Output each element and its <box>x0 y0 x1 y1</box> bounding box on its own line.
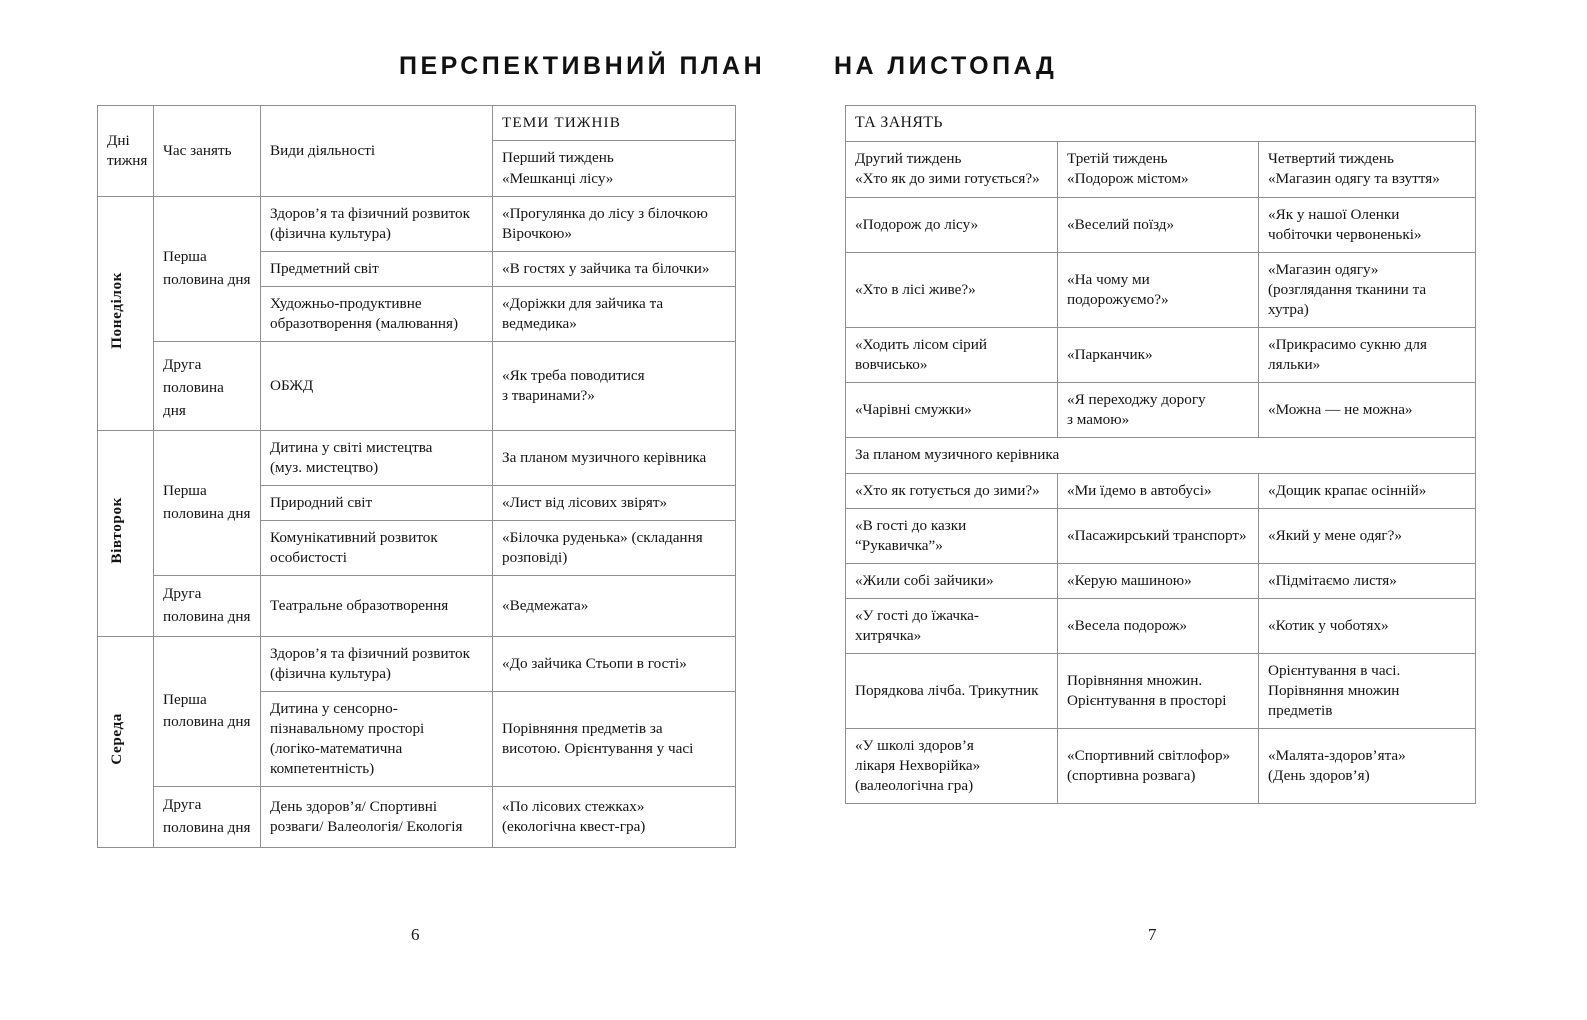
table-row <box>98 636 736 691</box>
theme-cell-week2 <box>846 197 1058 252</box>
activity-cell <box>261 197 493 252</box>
activity-line2: (фізична культура) <box>270 664 391 682</box>
half-label-line2: половина дня <box>163 818 251 836</box>
theme-cell-week4 <box>1259 563 1476 598</box>
day-label-wednesday <box>98 636 154 847</box>
theme-line1: «Жили собі зайчики» <box>855 571 994 589</box>
half-label-line2: половина дня <box>163 504 251 522</box>
music-director-plan-cell: За планом музичного керівника <box>846 438 1476 473</box>
theme-cell-week3 <box>1058 197 1259 252</box>
theme-cell-week4 <box>1259 508 1476 563</box>
theme-cell-week4 <box>1259 197 1476 252</box>
theme-cell <box>493 252 736 287</box>
table-row <box>846 253 1476 328</box>
theme-cell <box>493 520 736 575</box>
header-days-of-week <box>98 106 154 197</box>
theme-line1: «По лісових стежках» <box>502 797 645 815</box>
activity-line2: розваги/ Валеологія/ Екологія <box>270 817 463 835</box>
theme-line3: (валеологічна гра) <box>855 777 974 795</box>
perspective-plan-table-left <box>97 105 736 848</box>
theme-cell-week2 <box>846 563 1058 598</box>
theme-line2: хитрячка» <box>855 626 922 644</box>
header-weekly-themes: ТЕМИ ТИЖНІВ <box>493 106 736 141</box>
table-row <box>98 342 736 430</box>
theme-line2: вовчисько» <box>855 356 928 374</box>
theme-cell-week2 <box>846 508 1058 563</box>
page-number-left: 6 <box>411 925 420 944</box>
theme-cell-week3 <box>1058 328 1259 383</box>
table-row <box>846 729 1476 804</box>
header-week-1 <box>493 141 736 197</box>
theme-line2: (екологічна квест-гра) <box>502 817 646 835</box>
half-label-line2: половина дня <box>163 607 251 625</box>
theme-cell <box>493 636 736 691</box>
theme-line2: чобіточки червоненькі» <box>1268 225 1422 243</box>
activity-line2: (муз. мистецтво) <box>270 458 379 476</box>
theme-cell <box>493 197 736 252</box>
theme-cell-week2 <box>846 328 1058 383</box>
theme-line2: Вірочкою» <box>502 225 572 243</box>
header-week1-line1: Перший тиждень <box>502 149 614 167</box>
theme-cell-week2 <box>846 653 1058 728</box>
theme-line2: розповіді) <box>502 549 568 567</box>
page-number-right: 7 <box>1148 925 1157 944</box>
activity-cell <box>261 576 493 637</box>
theme-cell-week3 <box>1058 473 1259 508</box>
theme-line1: «Котик у чоботях» <box>1268 616 1389 634</box>
header-week3-line2: «Подорож містом» <box>1067 170 1189 188</box>
theme-line1: «Ходить лісом сірий <box>855 336 988 354</box>
theme-line1: «Дощик крапає осінній» <box>1268 481 1427 499</box>
activity-line1: Театральне образотворення <box>270 596 449 614</box>
activity-line1: Дитина у сенсорно- <box>270 699 398 717</box>
half-of-day-second-monday <box>154 342 261 430</box>
half-label-line1: Перша <box>163 248 207 266</box>
theme-line1: «Керую машиною» <box>1067 571 1192 589</box>
theme-line1: «На чому ми подорожуємо?» <box>1067 271 1169 309</box>
theme-cell-week3 <box>1058 563 1259 598</box>
table-row <box>98 576 736 637</box>
activity-cell <box>261 787 493 848</box>
half-label-line2: половина дня <box>163 713 251 731</box>
theme-line1: «Ведмежата» <box>502 596 589 614</box>
header-week3-line1: Третій тиждень <box>1067 149 1168 167</box>
day-label-text: Вівторок <box>108 496 125 564</box>
theme-line1: «У гості до їжачка- <box>855 606 979 624</box>
theme-line2: Порівняння множин <box>1268 681 1400 699</box>
theme-line1: «До зайчика Стьопи в гості» <box>502 654 687 672</box>
theme-line1: «Білочка руденька» (складання <box>502 528 703 546</box>
theme-line2: (розглядання тканини та <box>1268 281 1427 299</box>
theme-line1: За планом музичного керівника <box>502 448 707 466</box>
activity-cell <box>261 287 493 342</box>
theme-line1: «Чарівні смужки» <box>855 401 972 419</box>
activity-line1: День здоров’я/ Спортивні <box>270 797 438 815</box>
activity-line1: ОБЖД <box>270 377 314 395</box>
activity-line1: Комунікативний розвиток <box>270 528 438 546</box>
table-row <box>846 328 1476 383</box>
theme-cell-week4 <box>1259 328 1476 383</box>
theme-line2: (спортивна розвага) <box>1067 767 1196 785</box>
theme-line1: «Хто як готується до зими?» <box>855 481 1040 499</box>
activity-line1: Здоров’я та фізичний розвиток <box>270 205 471 223</box>
half-label-line1: Перша <box>163 482 207 500</box>
theme-line1: «Весела подорож» <box>1067 616 1188 634</box>
table-row <box>98 197 736 252</box>
theme-line1: «В гості до казки <box>855 516 967 534</box>
theme-line1: «Прикрасимо сукню для <box>1268 336 1427 354</box>
theme-line3: предметів <box>1268 702 1333 719</box>
activity-line1: Природний світ <box>270 493 373 511</box>
theme-cell <box>493 342 736 430</box>
half-of-day-second-wednesday <box>154 787 261 848</box>
activity-line1: Здоров’я та фізичний розвиток <box>270 644 471 662</box>
header-week-4 <box>1259 141 1476 197</box>
theme-line1: «В гостях у зайчика та білочки» <box>502 260 710 278</box>
theme-cell-week3 <box>1058 383 1259 438</box>
theme-cell-week3 <box>1058 508 1259 563</box>
half-label-line1: Друга <box>163 585 202 603</box>
theme-line1: Порівняння предметів за <box>502 719 663 737</box>
day-label-monday <box>98 197 154 431</box>
table-row <box>846 197 1476 252</box>
theme-line1: Орієнтування в часі. <box>1268 661 1401 679</box>
theme-cell-week4 <box>1259 729 1476 804</box>
page-title-right: НА ЛИСТОПАД <box>834 52 1058 80</box>
theme-line2: Орієнтування в просторі <box>1067 691 1227 709</box>
theme-cell-week2 <box>846 383 1058 438</box>
theme-cell-week3 <box>1058 729 1259 804</box>
half-of-day-first-tuesday <box>154 430 261 575</box>
table-header-row <box>98 106 736 141</box>
theme-line1: «Пасажирський транспорт» <box>1067 526 1247 544</box>
theme-line2: лікаря Нехворійка» <box>855 757 981 775</box>
theme-line1: «Парканчик» <box>1067 346 1153 364</box>
half-of-day-first-monday <box>154 197 261 342</box>
table-header-row <box>846 106 1476 142</box>
table-row <box>846 563 1476 598</box>
activity-cell <box>261 485 493 520</box>
activity-line2: (фізична культура) <box>270 225 391 243</box>
theme-line3: хутра) <box>1268 301 1309 319</box>
activity-line1: Предметний світ <box>270 260 379 278</box>
theme-cell <box>493 287 736 342</box>
header-week4-line1: Четвертий тиждень <box>1268 149 1394 167</box>
activity-line3: (логіко-математична <box>270 739 403 757</box>
activity-cell <box>261 636 493 691</box>
header-week-2 <box>846 141 1058 197</box>
theme-line1: «Веселий поїзд» <box>1067 215 1175 233</box>
half-label-line1: Друга <box>163 356 202 374</box>
perspective-plan-table-right <box>845 105 1476 804</box>
header-week2-line1: Другий тиждень <box>855 149 962 167</box>
theme-cell-week3 <box>1058 653 1259 728</box>
half-label-line2: половина дня <box>163 271 251 289</box>
header-days-line1: Дні <box>107 131 130 149</box>
table-row <box>846 383 1476 438</box>
theme-cell-week4 <box>1259 253 1476 328</box>
theme-cell <box>493 787 736 848</box>
activity-cell <box>261 520 493 575</box>
table-row <box>846 598 1476 653</box>
theme-cell-week4 <box>1259 383 1476 438</box>
theme-line1: «Магазин одягу» <box>1268 261 1379 278</box>
theme-line1: «Який у мене одяг?» <box>1268 526 1402 544</box>
day-label-tuesday <box>98 430 154 636</box>
theme-line2: з тваринами?» <box>502 387 595 405</box>
theme-cell-week2 <box>846 729 1058 804</box>
theme-cell-week4 <box>1259 653 1476 728</box>
activity-line2: особистості <box>270 549 347 567</box>
theme-cell-week2 <box>846 598 1058 653</box>
header-week2-line2: «Хто як до зими готується?» <box>855 170 1040 188</box>
header-activity-types: Види діяльності <box>261 106 493 197</box>
half-label-line3: дня <box>163 402 186 419</box>
theme-cell-week2 <box>846 473 1058 508</box>
header-week4-line2: «Магазин одягу та взуття» <box>1268 170 1440 188</box>
theme-line2: висотою. Орієнтування у часі <box>502 739 694 757</box>
theme-cell <box>493 430 736 485</box>
theme-cell <box>493 576 736 637</box>
page-titles <box>0 52 1587 92</box>
theme-line2: ведмедика» <box>502 315 577 333</box>
theme-line1: «Малята-здоров’ята» <box>1268 747 1406 765</box>
activity-cell <box>261 342 493 430</box>
theme-line1: Порядкова лічба. Трикутник <box>855 681 1039 699</box>
table-row <box>98 430 736 485</box>
theme-line1: «Прогулянка до лісу з білочкою <box>502 205 708 223</box>
table-row <box>846 508 1476 563</box>
day-label-text: Понеділок <box>108 271 125 349</box>
half-label-line1: Друга <box>163 796 202 814</box>
activity-cell <box>261 430 493 485</box>
theme-cell-week2 <box>846 253 1058 328</box>
table-row <box>846 653 1476 728</box>
theme-line2: ляльки» <box>1268 356 1321 374</box>
header-week-3 <box>1058 141 1259 197</box>
theme-line2: з мамою» <box>1067 411 1130 429</box>
theme-cell <box>493 485 736 520</box>
half-of-day-first-wednesday <box>154 636 261 786</box>
activity-line1: Художньо-продуктивне <box>270 295 422 313</box>
activity-cell <box>261 691 493 786</box>
theme-line1: «У школі здоров’я <box>855 737 974 755</box>
theme-cell-week3 <box>1058 253 1259 328</box>
theme-line1: «Підмітаємо листя» <box>1268 571 1397 589</box>
theme-line1: «Спортивний світлофор» <box>1067 747 1231 765</box>
activity-line1: Дитина у світі мистецтва <box>270 438 433 456</box>
header-days-line2: тижня <box>107 152 148 170</box>
theme-cell <box>493 691 736 786</box>
half-label-line1: Перша <box>163 690 207 708</box>
header-section-title: ТА ЗАНЯТЬ <box>846 106 1476 142</box>
page-title-left: ПЕРСПЕКТИВНИЙ ПЛАН <box>399 52 766 80</box>
theme-line1: «Можна — не можна» <box>1268 401 1413 419</box>
theme-line1: «Лист від лісових звірят» <box>502 493 668 511</box>
theme-line2: “Рукавичка”» <box>855 536 943 554</box>
table-row-spanning <box>846 438 1476 473</box>
theme-line1: «Як у нашої Оленки <box>1268 205 1400 223</box>
half-of-day-second-tuesday <box>154 576 261 637</box>
activity-line2: пізнавальному просторі <box>270 719 425 737</box>
theme-line1: «Ми їдемо в автобусі» <box>1067 481 1212 499</box>
activity-line4: компетентність) <box>270 760 375 778</box>
header-time-of-classes: Час занять <box>154 106 261 197</box>
theme-line1: «Я переходжу дорогу <box>1067 391 1206 409</box>
activity-line2: образотворення (малювання) <box>270 315 459 333</box>
theme-cell-week4 <box>1259 598 1476 653</box>
theme-line1: «Подорож до лісу» <box>855 215 979 233</box>
half-label-line2: половина <box>163 379 224 397</box>
header-week1-line2: «Мешканці лісу» <box>502 169 614 187</box>
theme-line1: «Доріжки для зайчика та <box>502 295 664 313</box>
theme-line2: (День здоров’я) <box>1268 767 1370 785</box>
theme-cell-week3 <box>1058 598 1259 653</box>
theme-line1: Порівняння множин. <box>1067 671 1203 689</box>
theme-line1: «Як треба поводитися <box>502 367 645 385</box>
theme-line1: «Хто в лісі живе?» <box>855 281 976 299</box>
day-label-text: Середа <box>108 712 125 765</box>
table-row <box>98 787 736 848</box>
activity-cell <box>261 252 493 287</box>
theme-cell-week4 <box>1259 473 1476 508</box>
table-row <box>846 473 1476 508</box>
table-subheader-row <box>846 141 1476 197</box>
